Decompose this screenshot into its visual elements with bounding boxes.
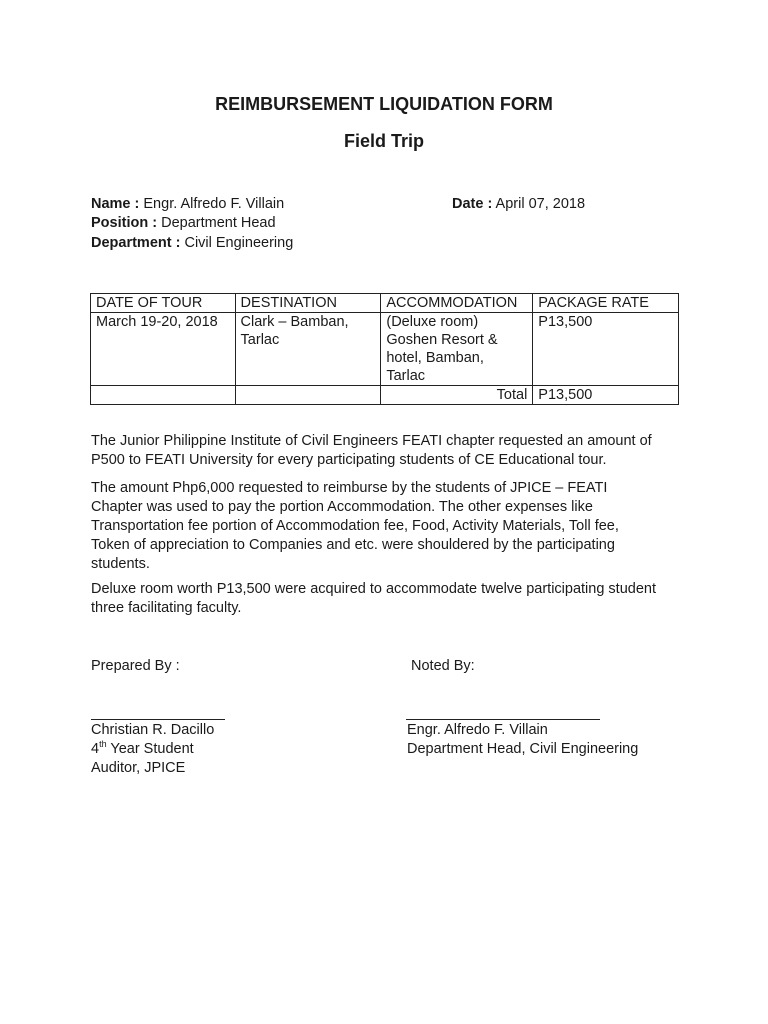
destination-line: Clark – Bamban, bbox=[240, 314, 349, 330]
form-title: REIMBURSEMENT LIQUIDATION FORM bbox=[215, 94, 553, 114]
prepared-by-block bbox=[91, 721, 214, 778]
date-label: Date : bbox=[452, 196, 493, 212]
prepared-role: Auditor, JPICE bbox=[91, 760, 186, 776]
position-label: Position : bbox=[91, 215, 158, 231]
name-value: Engr. Alfredo F. Villain bbox=[143, 196, 285, 212]
total-value: P13,500 bbox=[533, 386, 679, 405]
noted-role: Department Head, Civil Engineering bbox=[407, 741, 639, 757]
noted-name: Engr. Alfredo F. Villain bbox=[407, 722, 548, 738]
paragraph-line: students. bbox=[91, 556, 150, 572]
accommodation-line: (Deluxe room) bbox=[386, 314, 479, 330]
accommodation-line: Goshen Resort & bbox=[386, 332, 498, 348]
paragraph-reimbursement bbox=[91, 479, 691, 574]
paragraph-deluxe-room bbox=[91, 580, 691, 618]
paragraph-line: three facilitating faculty. bbox=[91, 600, 242, 616]
name-label: Name : bbox=[91, 196, 140, 212]
date-value: April 07, 2018 bbox=[495, 196, 586, 212]
paragraph-line: The Junior Philippine Institute of Civil Engineers FEATI chapter requested an amount of bbox=[91, 433, 652, 449]
prepared-signature-line bbox=[91, 719, 225, 720]
total-row bbox=[91, 386, 679, 405]
paragraph-line: Token of appreciation to Companies and etc. were shouldered by the participating bbox=[91, 537, 615, 553]
department-label: Department : bbox=[91, 235, 181, 251]
paragraph-request bbox=[91, 432, 691, 470]
cell-destination bbox=[235, 313, 381, 386]
paragraph-line: Deluxe room worth P13,500 were acquired to accommodate twelve participating student bbox=[91, 581, 656, 597]
accommodation-line: Tarlac bbox=[386, 368, 426, 384]
noted-by-label: Noted By: bbox=[411, 658, 475, 674]
cell-rate: P13,500 bbox=[533, 313, 679, 386]
header-destination: DESTINATION bbox=[235, 294, 381, 313]
paragraph-line: P500 to FEATI University for every participating students of CE Educational tour. bbox=[91, 452, 607, 468]
paragraph-line: The amount Php6,000 requested to reimburse by the students of JPICE – FEATI bbox=[91, 480, 608, 496]
table-header-row bbox=[91, 294, 679, 313]
prepared-year bbox=[91, 740, 214, 759]
position-value: Department Head bbox=[161, 215, 276, 231]
paragraph-line: Transportation fee portion of Accommodation fee, Food, Activity Materials, Toll fee, bbox=[91, 518, 619, 534]
total-empty-cell bbox=[91, 386, 236, 405]
destination-line: Tarlac bbox=[240, 332, 280, 348]
year-text: Year Student bbox=[106, 741, 194, 757]
accommodation-line: hotel, Bamban, bbox=[386, 350, 484, 366]
tour-table bbox=[90, 293, 679, 405]
header-accommodation: ACCOMMODATION bbox=[381, 294, 533, 313]
department-value: Civil Engineering bbox=[184, 235, 294, 251]
prepared-name: Christian R. Dacillo bbox=[91, 722, 215, 738]
total-label: Total bbox=[381, 386, 533, 405]
position-field bbox=[91, 214, 276, 233]
paragraph-line: Chapter was used to pay the portion Accommodation. The other expenses like bbox=[91, 499, 593, 515]
form-subtitle: Field Trip bbox=[343, 131, 424, 151]
noted-signature-line bbox=[406, 719, 600, 720]
year-number: 4 bbox=[91, 741, 100, 757]
header-date-of-tour: DATE OF TOUR bbox=[91, 294, 236, 313]
name-field bbox=[91, 195, 284, 214]
date-field bbox=[452, 195, 585, 214]
header-package-rate: PACKAGE RATE bbox=[533, 294, 679, 313]
cell-accommodation bbox=[381, 313, 533, 386]
department-field bbox=[91, 234, 293, 253]
table-row bbox=[91, 313, 679, 386]
total-empty-cell bbox=[235, 386, 381, 405]
prepared-by-label: Prepared By : bbox=[91, 658, 180, 674]
noted-by-block bbox=[407, 721, 638, 759]
cell-date: March 19-20, 2018 bbox=[91, 313, 236, 386]
year-suffix: th bbox=[99, 739, 107, 750]
